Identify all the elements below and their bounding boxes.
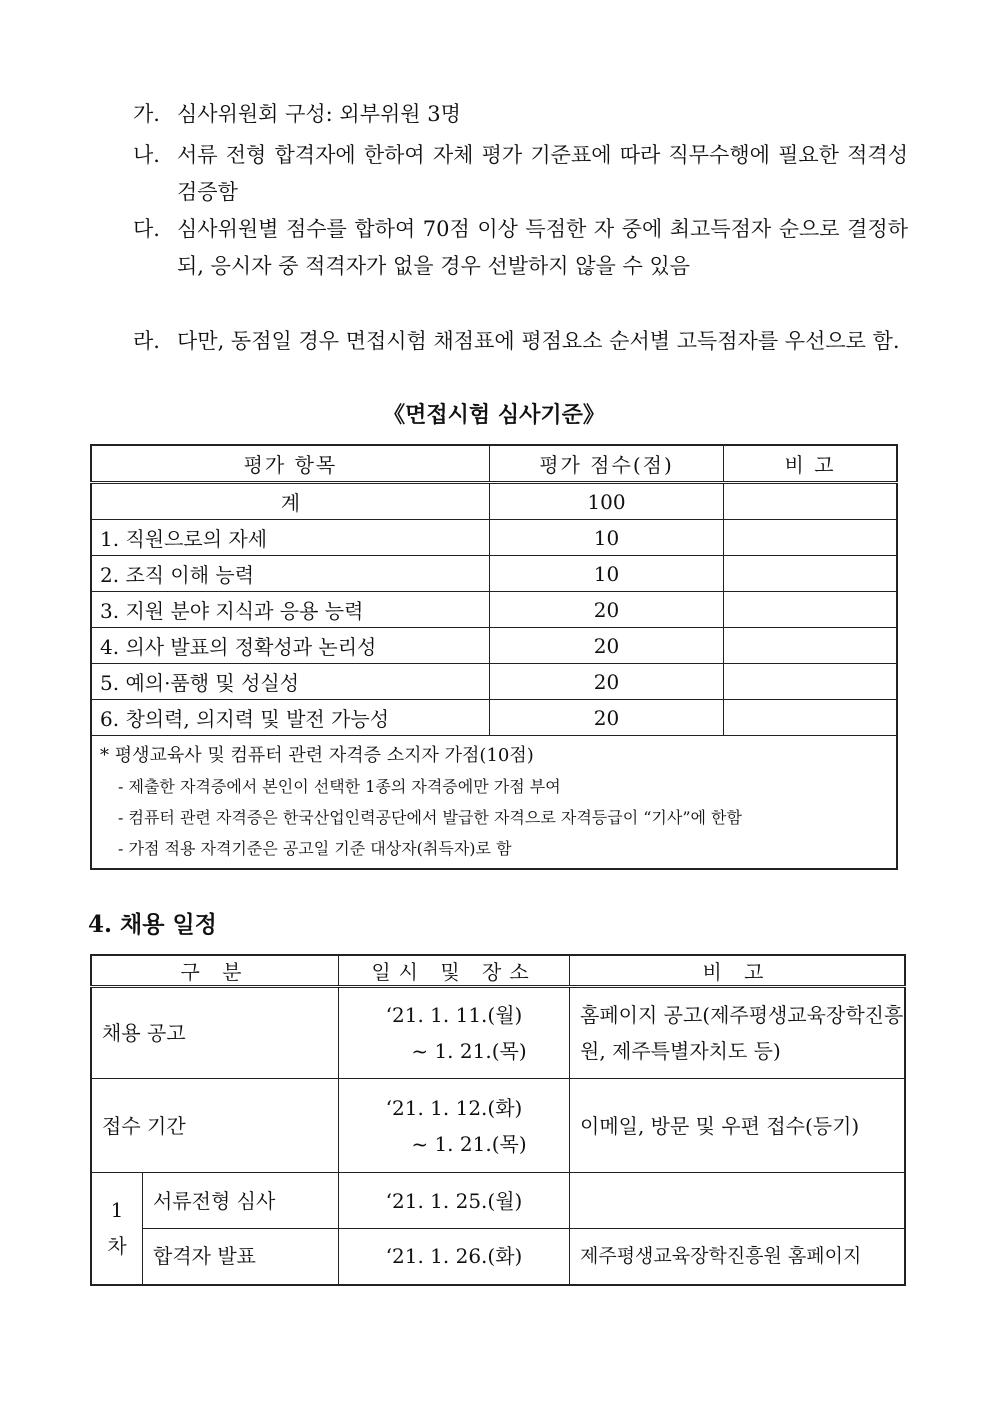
- note-cell: [724, 483, 897, 520]
- footnote-sub: - 컴퓨터 관련 자격증은 한국산업인력공단에서 발급한 자격으로 자격등급이 “기사”에 한함: [118, 808, 742, 827]
- item-cell: 1. 직원으로의 자세: [91, 520, 489, 556]
- date-start: ‘21. 1. 11.(월): [385, 1003, 523, 1027]
- item-cell: 6. 창의력, 의지력 및 발전 가능성: [91, 700, 489, 736]
- header-note: 비 고: [570, 955, 906, 987]
- paragraph-marker: 나.: [133, 143, 160, 167]
- table-row: [91, 520, 897, 556]
- criteria-table-title: 《면접시험 심사기준》: [383, 402, 605, 428]
- paragraph-ra: [133, 323, 908, 360]
- criteria-table: [90, 444, 898, 870]
- date-end: ~ 1. 21.(목): [411, 1131, 527, 1156]
- table-row: [91, 1173, 905, 1229]
- schedule-date: ‘21. 1. 25.(월): [339, 1173, 570, 1229]
- item-cell: 2. 조직 이해 능력: [91, 556, 489, 592]
- section-heading: 4. 채용 일정: [88, 911, 217, 938]
- note-cell: [724, 628, 897, 664]
- footnote-sub: - 제출한 자격증에서 본인이 선택한 1종의 자격증에만 가점 부여: [118, 777, 561, 796]
- schedule-label: 서류전형 심사: [143, 1173, 339, 1229]
- paragraph-text: 서류 전형 합격자에 한하여 자체 평가 기준표에 따라 직무수행에 필요한 적격성 검증함: [177, 143, 908, 204]
- stage-number: 1: [110, 1198, 124, 1223]
- header-category: 구 분: [91, 955, 339, 987]
- table-row: [91, 664, 897, 700]
- table-row: [91, 1079, 905, 1173]
- score-cell: 100: [489, 483, 723, 520]
- schedule-note: 제주평생교육장학진흥원 홈페이지: [570, 1229, 906, 1285]
- note-cell: [724, 700, 897, 736]
- paragraph-na: [133, 137, 908, 211]
- criteria-header-row: [91, 445, 897, 483]
- table-row: [91, 592, 897, 628]
- schedule-date: [339, 1079, 570, 1173]
- footnote-main: * 평생교육사 및 컴퓨터 관련 자격증 소지자 가점(10점): [100, 745, 534, 766]
- schedule-label: 접수 기간: [91, 1079, 339, 1173]
- paragraph-text: 심사위원별 점수를 합하여 70점 이상 득점한 자 중에 최고득점자 순으로 결정하되, 응시자 중 적격자가 없을 경우 선발하지 않을 수 있음: [177, 217, 908, 278]
- table-row: [91, 987, 905, 1079]
- schedule-note: [570, 1173, 906, 1229]
- header-item: 평가 항목: [91, 445, 489, 483]
- stage-suffix: 차: [107, 1234, 127, 1259]
- paragraph-text: 심사위원회 구성: 외부위원 3명: [177, 102, 461, 126]
- note-cell: [724, 520, 897, 556]
- schedule-date: [339, 987, 570, 1079]
- note-cell: [724, 592, 897, 628]
- score-cell: 10: [489, 556, 723, 592]
- table-row: [91, 556, 897, 592]
- date-start: ‘21. 1. 12.(화): [385, 1095, 523, 1120]
- header-score: 평가 점수(점): [489, 445, 723, 483]
- score-cell: 20: [489, 664, 723, 700]
- paragraph-da: [133, 211, 908, 285]
- paragraph-marker: 라.: [133, 329, 160, 353]
- score-cell: 20: [489, 700, 723, 736]
- schedule-header-row: [91, 955, 905, 987]
- footnote-sub: - 가점 적용 자격기준은 공고일 기준 대상자(취득자)로 함: [118, 839, 512, 858]
- schedule-table: [90, 954, 906, 1286]
- item-cell: 4. 의사 발표의 정확성과 논리성: [91, 628, 489, 664]
- footnote-row: [91, 736, 897, 870]
- schedule-note: 홈페이지 공고(제주평생교육장학진흥원, 제주특별자치도 등): [570, 987, 906, 1079]
- item-cell: 3. 지원 분야 지식과 응용 능력: [91, 592, 489, 628]
- paragraph-marker: 다.: [133, 217, 160, 241]
- schedule-note: 이메일, 방문 및 우편 접수(등기): [570, 1079, 906, 1173]
- footnote-cell: [91, 736, 897, 870]
- schedule-date: ‘21. 1. 26.(화): [339, 1229, 570, 1285]
- schedule-label: 합격자 발표: [143, 1229, 339, 1285]
- stage-label: [91, 1173, 143, 1285]
- item-cell: 5. 예의·품행 및 성실성: [91, 664, 489, 700]
- score-cell: 20: [489, 592, 723, 628]
- table-row: [91, 1229, 905, 1285]
- total-label: 계: [91, 483, 489, 520]
- paragraph-marker: 가.: [133, 102, 160, 126]
- header-note: 비 고: [724, 445, 897, 483]
- date-end: ~ 1. 21.(목): [411, 1039, 527, 1063]
- table-row: [91, 700, 897, 736]
- note-cell: [724, 556, 897, 592]
- note-cell: [724, 664, 897, 700]
- score-cell: 20: [489, 628, 723, 664]
- schedule-label: 채용 공고: [91, 987, 339, 1079]
- paragraph-text: 다만, 동점일 경우 면접시험 채점표에 평점요소 순서별 고득점자를 우선으로 함.: [177, 329, 900, 353]
- score-cell: 10: [489, 520, 723, 556]
- table-row: [91, 628, 897, 664]
- table-row: [91, 483, 897, 520]
- paragraph-ga: [133, 96, 908, 133]
- header-datetime: 일시 및 장소: [339, 955, 570, 987]
